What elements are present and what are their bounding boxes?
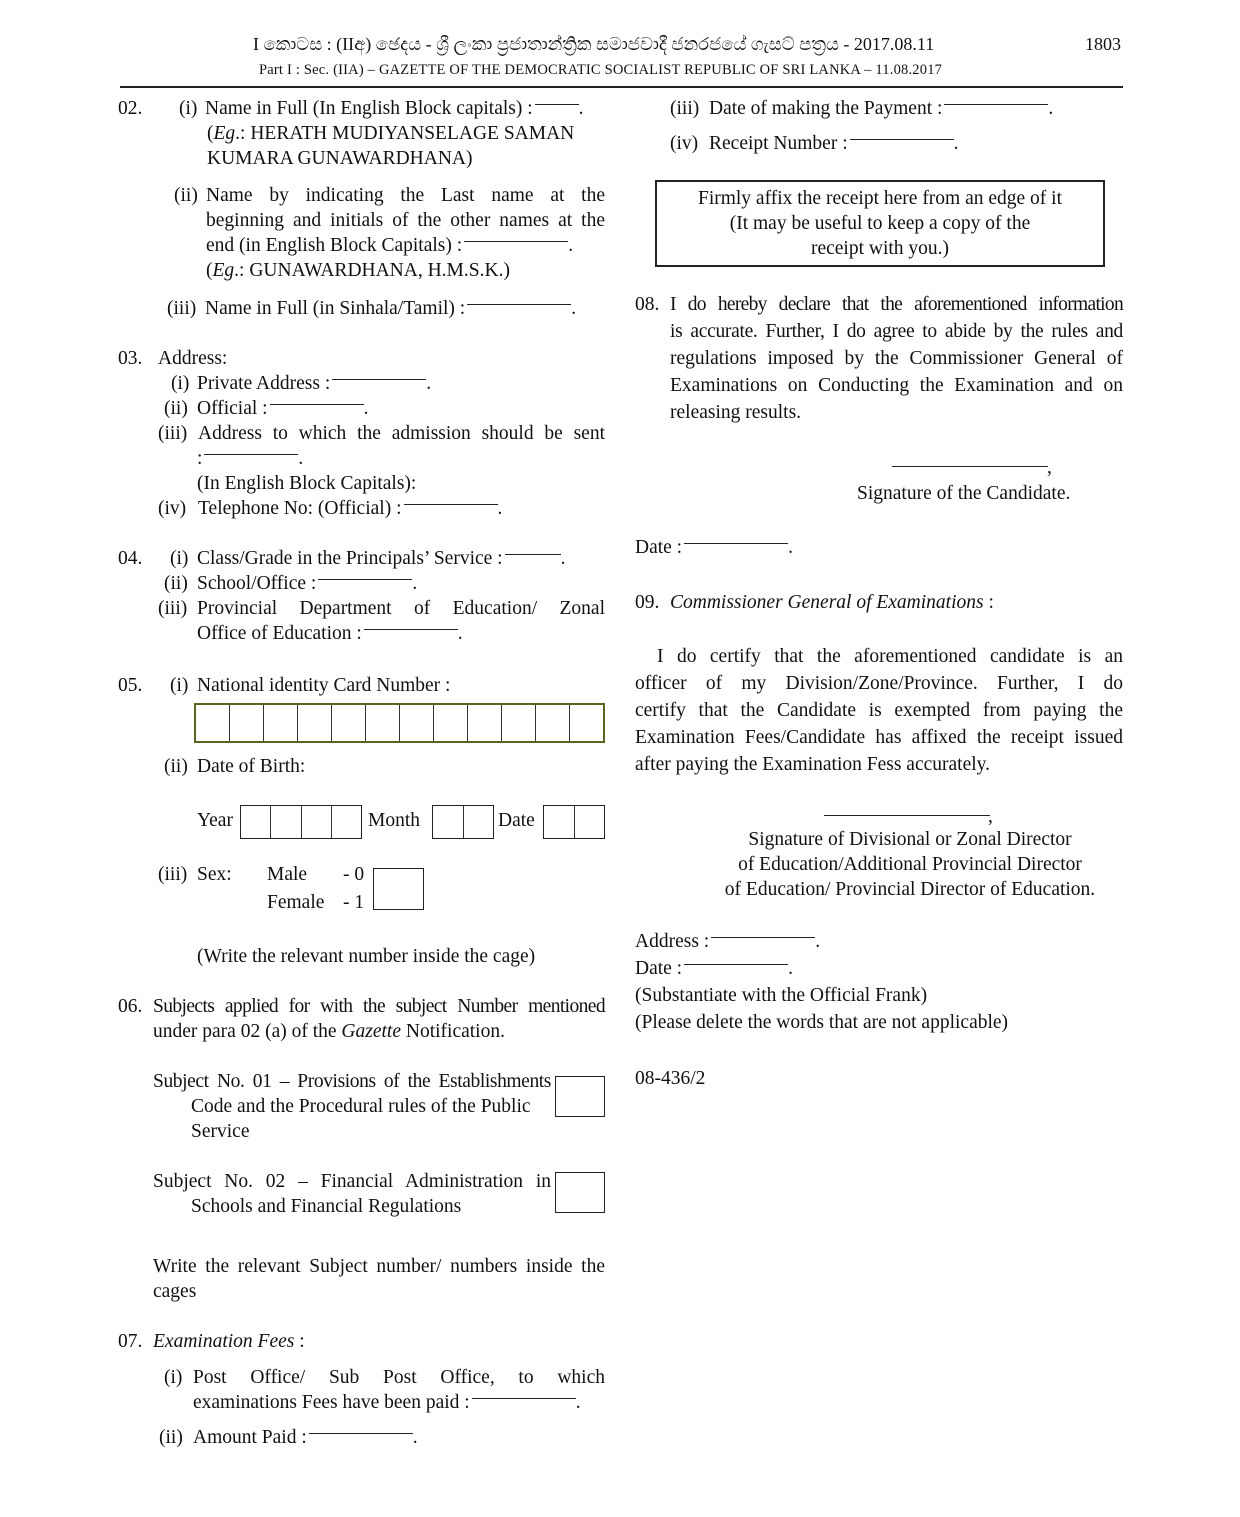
- s04-ii-label: (ii): [164, 573, 188, 594]
- s09-note2: (Please delete the words that are not applicable): [635, 1012, 1009, 1033]
- answer-line[interactable]: [270, 404, 364, 405]
- receipt-box-line3: receipt with you.): [810, 238, 950, 259]
- answer-line[interactable]: [505, 554, 561, 555]
- subject-1-box[interactable]: [555, 1076, 605, 1117]
- s09-note1: (Substantiate with the Official Frank): [635, 985, 928, 1006]
- s03-i-label: (i): [171, 373, 190, 394]
- s05-iii-label: (iii): [158, 864, 188, 885]
- s02-i-example: (Eg.: HERATH MUDIYANSELAGE SAMAN: [207, 123, 575, 144]
- answer-line[interactable]: [944, 104, 1048, 105]
- male-label: Male: [267, 864, 308, 885]
- female-code: - 1: [343, 892, 365, 913]
- s03-iv-label: (iv): [158, 498, 187, 519]
- s04-number: 04.: [118, 548, 143, 569]
- birth-date-cells[interactable]: [543, 805, 605, 839]
- receipt-affix-box: [655, 180, 1105, 267]
- s03-ii-text: Official : .: [197, 398, 369, 419]
- s04-iii-line2: Office of Education : .: [197, 623, 463, 644]
- s02-i-example-2: KUMARA GUNAWARDHANA): [207, 148, 473, 169]
- director-signature-comma: ,: [988, 806, 993, 827]
- s03-iii-line2: : .: [197, 448, 304, 469]
- s07-ii-label: (ii): [159, 1427, 183, 1448]
- s08-line1: I do hereby declare that the aforementioned information: [670, 294, 1123, 315]
- s09-para-line5: after paying the Examination Fess accurately.: [635, 754, 991, 775]
- s05-ii-text: Date of Birth:: [197, 756, 306, 777]
- s09-para-line1: I do certify that the aforementioned candidate is an: [657, 646, 1123, 667]
- s02-number: 02.: [118, 98, 143, 119]
- answer-line[interactable]: [684, 543, 788, 544]
- answer-line[interactable]: [535, 104, 579, 105]
- s03-iii-line1: Address to which the admission should be sent: [198, 423, 605, 444]
- s08-line2: is accurate. Further, I do agree to abide by the rules and: [670, 321, 1123, 342]
- s06-note-line1: Write the relevant Subject number/ numbers inside the: [153, 1256, 605, 1277]
- s06-line2: under para 02 (a) of the Gazette Notification.: [153, 1021, 505, 1042]
- s05-note: (Write the relevant number inside the cage): [197, 946, 536, 967]
- director-signature-line1: Signature of Divisional or Zonal Director: [748, 829, 1072, 850]
- s08-date: Date : .: [635, 537, 793, 558]
- year-label: Year: [197, 810, 233, 831]
- s07-i-line1: Post Office/ Sub Post Office, to which: [193, 1367, 605, 1388]
- reference-number: 08-436/2: [635, 1068, 706, 1089]
- sex-label: Sex:: [197, 864, 232, 885]
- sex-code-box[interactable]: [373, 868, 424, 910]
- answer-line[interactable]: [684, 964, 788, 965]
- s09-title: Commissioner General of Examinations :: [670, 592, 994, 613]
- s03-iv-text: Telephone No: (Official) : .: [198, 498, 503, 519]
- s09-para-line2: officer of my Division/Zone/Province. Further, I do: [635, 673, 1123, 694]
- s06-line1: Subjects applied for with the subject Number mentioned: [153, 996, 605, 1017]
- subject-2-line1: Subject No. 02 – Financial Administration in: [153, 1171, 551, 1192]
- answer-line[interactable]: [404, 504, 498, 505]
- answer-line[interactable]: [332, 379, 426, 380]
- s02-iii-text: Name in Full (in Sinhala/Tamil) : .: [205, 298, 577, 319]
- s02-ii-line1: Name by indicating the Last name at the: [206, 185, 605, 206]
- director-signature-line2: of Education/Additional Provincial Director: [738, 854, 1082, 875]
- s04-i-label: (i): [170, 548, 189, 569]
- s08-line4: Examinations on Conducting the Examination and on: [670, 375, 1123, 396]
- candidate-signature-comma: ,: [1047, 457, 1052, 478]
- answer-line[interactable]: [467, 304, 571, 305]
- answer-line[interactable]: [364, 629, 458, 630]
- s05-i-label: (i): [170, 675, 189, 696]
- subject-1-line1: Subject No. 01 – Provisions of the Establishments: [153, 1071, 551, 1092]
- s07-title: Examination Fees :: [153, 1331, 305, 1352]
- s07-number: 07.: [118, 1331, 143, 1352]
- s09-number: 09.: [635, 592, 660, 613]
- s05-number: 05.: [118, 675, 143, 696]
- month-label: Month: [368, 810, 421, 831]
- nic-number-cells[interactable]: [194, 703, 605, 743]
- s05-ii-label: (ii): [164, 756, 188, 777]
- s08-number: 08.: [635, 294, 660, 315]
- s08-line5: releasing results.: [670, 402, 802, 423]
- s09-date: Date : .: [635, 958, 793, 979]
- s07-i-line2: examinations Fees have been paid : .: [193, 1392, 581, 1413]
- male-code: - 0: [343, 864, 365, 885]
- receipt-box-line2: (It may be useful to keep a copy of the: [729, 213, 1031, 234]
- s07-ii-text: Amount Paid : .: [193, 1427, 418, 1448]
- s06-note-line2: cages: [153, 1281, 197, 1302]
- header-english: Part I : Sec. (IIA) – GAZETTE OF THE DEMOCRATIC SOCIALIST REPUBLIC OF SRI LANKA – 11.08.2017: [259, 62, 943, 78]
- answer-line[interactable]: [711, 937, 815, 938]
- birth-month-cells[interactable]: [432, 805, 494, 839]
- subject-1-line3: Service: [191, 1121, 250, 1142]
- s03-ii-label: (ii): [164, 398, 188, 419]
- s02-ii-example: (Eg.: GUNAWARDHANA, H.M.S.K.): [206, 260, 510, 281]
- s02-i-text: Name in Full (In English Block capitals) : .: [205, 98, 584, 119]
- s06-number: 06.: [118, 996, 143, 1017]
- subject-2-line2: Schools and Financial Regulations: [191, 1196, 462, 1217]
- s09-para-line3: certify that the Candidate is exempted from paying the: [635, 700, 1123, 721]
- s07-iv-text: Receipt Number : .: [709, 133, 959, 154]
- answer-line[interactable]: [318, 579, 412, 580]
- page-number: 1803: [1085, 34, 1121, 54]
- s02-ii-line3: end (in English Block Capitals) : .: [206, 235, 574, 256]
- subject-2-box[interactable]: [555, 1172, 605, 1213]
- s02-ii-label: (ii): [174, 185, 198, 206]
- s05-i-text: National identity Card Number :: [197, 675, 451, 696]
- s08-line3: regulations imposed by the Commissioner General of: [670, 348, 1123, 369]
- s03-title: Address:: [158, 348, 228, 369]
- s03-number: 03.: [118, 348, 143, 369]
- s02-ii-line2: beginning and initials of the other names at the: [206, 210, 605, 231]
- s04-i-text: Class/Grade in the Principals’ Service : .: [197, 548, 566, 569]
- s04-iii-line1: Provincial Department of Education/ Zonal: [197, 598, 605, 619]
- header-sinhala: I කොටස : (IIඅ) ඡෙදය - ශ්‍රී ලංකා ප්‍රජාතාන්ත්‍රික සමාජවාදී ජනරජයේ ගැසට් පත්‍රය - 2017.08.11: [253, 34, 935, 54]
- answer-line[interactable]: [472, 1398, 576, 1399]
- subject-1-line2: Code and the Procedural rules of the Public: [191, 1096, 531, 1117]
- s03-i-text: Private Address : .: [197, 373, 432, 394]
- receipt-box-line1: Firmly affix the receipt here from an edge of it: [697, 188, 1063, 209]
- s07-i-label: (i): [164, 1367, 183, 1388]
- s02-i-label: (i): [179, 98, 198, 119]
- s07-iv-label: (iv): [670, 133, 699, 154]
- s02-iii-label: (iii): [167, 298, 197, 319]
- s07-iii-label: (iii): [670, 98, 700, 119]
- s09-para-line4: Examination Fees/Candidate has affixed the receipt issued: [635, 727, 1123, 748]
- female-label: Female: [267, 892, 325, 913]
- s04-iii-label: (iii): [158, 598, 188, 619]
- candidate-signature-line[interactable]: [892, 466, 1048, 467]
- header-rule: [120, 86, 1123, 88]
- s09-address: Address : .: [635, 931, 821, 952]
- birth-year-cells[interactable]: [240, 805, 362, 839]
- answer-line[interactable]: [204, 454, 298, 455]
- director-signature-line[interactable]: [824, 815, 990, 816]
- s07-iii-text: Date of making the Payment : .: [709, 98, 1054, 119]
- answer-line[interactable]: [464, 241, 568, 242]
- answer-line[interactable]: [309, 1433, 413, 1434]
- date-label: Date: [498, 810, 535, 831]
- s04-ii-text: School/Office : .: [197, 573, 418, 594]
- s03-iii-line3: (In English Block Capitals):: [197, 473, 417, 494]
- director-signature-line3: of Education/ Provincial Director of Education.: [724, 879, 1096, 900]
- candidate-signature-label: Signature of the Candidate.: [857, 483, 1071, 504]
- answer-line[interactable]: [850, 139, 954, 140]
- s03-iii-label: (iii): [158, 423, 188, 444]
